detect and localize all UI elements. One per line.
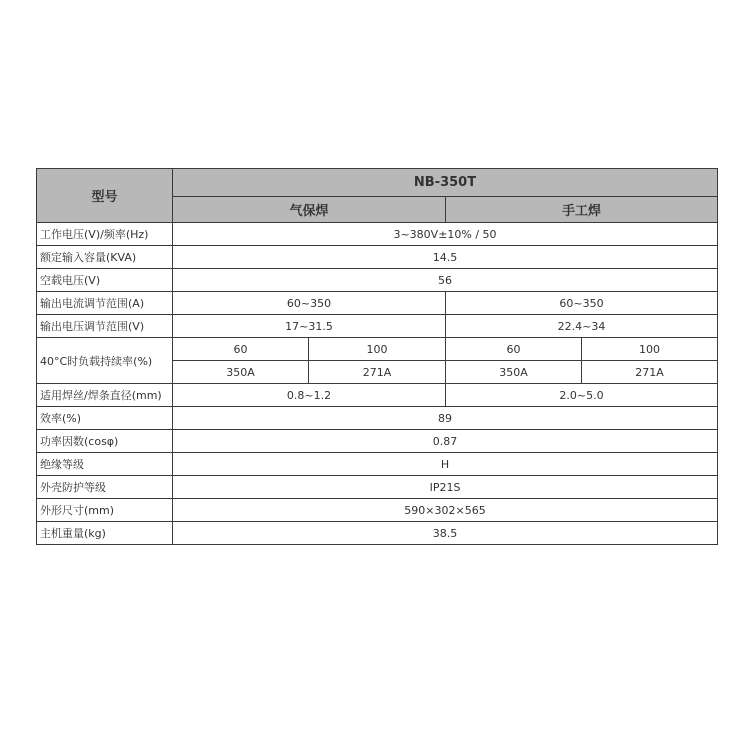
row-label: 外形尺寸(mm) (37, 499, 173, 522)
row-value: 3~380V±10% / 50 (173, 223, 718, 246)
table-row-noload (37, 269, 718, 292)
model-value-cell: NB-350T (173, 169, 718, 197)
table-row-efficiency (37, 407, 718, 430)
duty-manual-percent-2: 100 (582, 338, 718, 361)
table-row-weight (37, 522, 718, 545)
duty-gas-current-2: 271A (309, 361, 446, 384)
table-row-power-factor (37, 430, 718, 453)
row-value: H (173, 453, 718, 476)
mode-manual-cell: 手工焊 (446, 197, 718, 223)
mode-gas-cell: 气保焊 (173, 197, 446, 223)
spec-table (36, 168, 718, 545)
row-label: 功率因数(cosφ) (37, 430, 173, 453)
table-row-insulation (37, 453, 718, 476)
duty-gas-current-1: 350A (173, 361, 309, 384)
duty-manual-current-2: 271A (582, 361, 718, 384)
row-value-gas: 60~350 (173, 292, 446, 315)
table-row-current-range (37, 292, 718, 315)
row-value: 89 (173, 407, 718, 430)
duty-manual-current-1: 350A (446, 361, 582, 384)
row-value-gas: 17~31.5 (173, 315, 446, 338)
table-row-duty-percent (37, 338, 718, 361)
header-row-model (37, 169, 718, 197)
row-value: 56 (173, 269, 718, 292)
row-label: 工作电压(V)/频率(Hz) (37, 223, 173, 246)
row-label: 主机重量(kg) (37, 522, 173, 545)
row-value-manual: 22.4~34 (446, 315, 718, 338)
row-label: 空载电压(V) (37, 269, 173, 292)
row-value: 0.87 (173, 430, 718, 453)
row-label: 额定输入容量(KVA) (37, 246, 173, 269)
row-value: 14.5 (173, 246, 718, 269)
row-label: 输出电压调节范围(V) (37, 315, 173, 338)
row-value: 38.5 (173, 522, 718, 545)
row-value: 590×302×565 (173, 499, 718, 522)
row-label: 绝缘等级 (37, 453, 173, 476)
row-label: 效率(%) (37, 407, 173, 430)
row-label: 输出电流调节范围(A) (37, 292, 173, 315)
table-row-capacity (37, 246, 718, 269)
row-label: 外壳防护等级 (37, 476, 173, 499)
row-value: IP21S (173, 476, 718, 499)
duty-manual-percent-1: 60 (446, 338, 582, 361)
table-row-voltage-range (37, 315, 718, 338)
duty-gas-percent-2: 100 (309, 338, 446, 361)
table-row-voltage (37, 223, 718, 246)
row-label: 适用焊丝/焊条直径(mm) (37, 384, 173, 407)
row-value-gas: 0.8~1.2 (173, 384, 446, 407)
row-value-manual: 60~350 (446, 292, 718, 315)
duty-gas-percent-1: 60 (173, 338, 309, 361)
table-row-wire (37, 384, 718, 407)
table-row-protection (37, 476, 718, 499)
table-row-dimensions (37, 499, 718, 522)
model-label-cell: 型号 (37, 169, 173, 223)
row-label: 40°C时负载持续率(%) (37, 338, 173, 384)
row-value-manual: 2.0~5.0 (446, 384, 718, 407)
